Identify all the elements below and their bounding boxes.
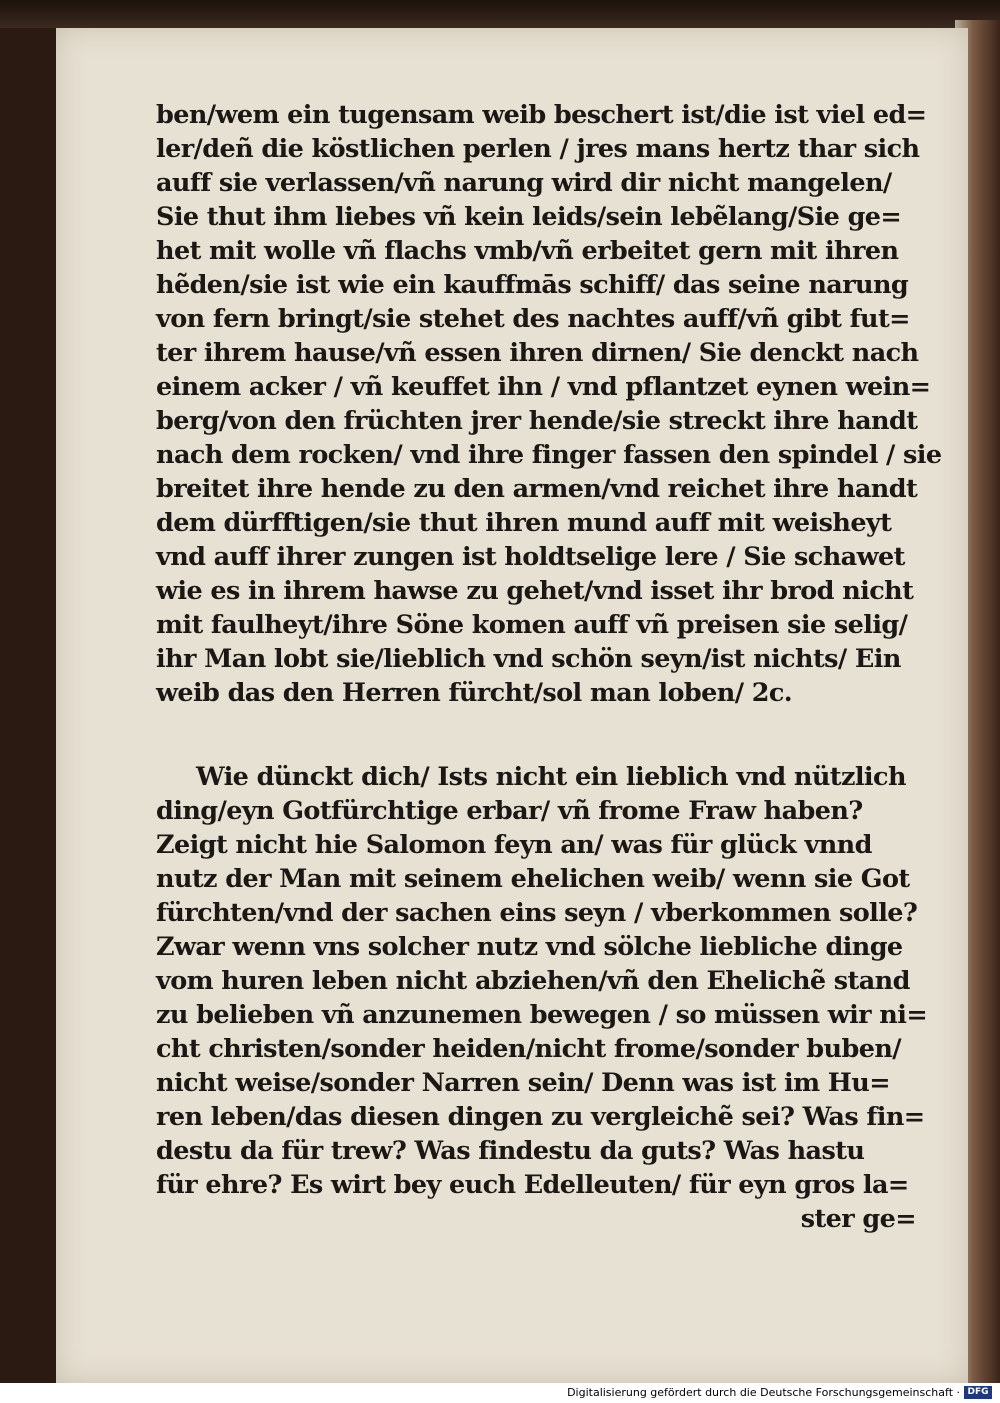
text-line: ben/wem ein tugensam weib beschert ist/die ist viel ed= (156, 100, 927, 130)
text-line: Sie thut ihm liebes vñ kein leids/sein lebẽlang/Sie ge= (156, 202, 902, 232)
text-line: vnd auff ihrer zungen ist holdtselige lere / Sie schawet (156, 542, 905, 572)
text-line: het mit wolle vñ flachs vmb/vñ erbeitet gern mit ihren (156, 236, 899, 266)
text-line: zu belieben vñ anzunemen bewegen / so müssen wir ni= (156, 1000, 928, 1030)
text-line: hẽden/sie ist wie ein kauffmās schiff/ das seine narung (156, 270, 909, 300)
text-line: von fern bringt/sie stehet des nachtes auff/vñ gibt fut= (156, 304, 910, 334)
text-line: weib das den Herren fürcht/sol man loben/ 2c. (156, 678, 793, 708)
book-top-edge (0, 0, 1000, 28)
text-line: breitet ihre hende zu den armen/vnd reichet ihre handt (156, 474, 918, 504)
text-line: nicht weise/sonder Narren sein/ Denn was ist im Hu= (156, 1068, 890, 1098)
text-line: ihr Man lobt sie/lieblich vnd schön seyn/ist nichts/ Ein (156, 644, 901, 674)
text-line: vom huren leben nicht abziehen/vñ den Ehelichẽ stand (156, 966, 910, 996)
text-line: berg/von den früchten jrer hende/sie streckt ihre handt (156, 406, 918, 436)
footer-credit: Digitalisierung gefördert durch die Deutsche Forschungsgemeinschaft · (567, 1386, 960, 1399)
text-line: nutz der Man mit seinem ehelichen weib/ wenn sie Got (156, 864, 910, 894)
text-line: fürchten/vnd der sachen eins seyn / vberkommen solle? (156, 898, 918, 928)
text-line: auff sie verlassen/vñ narung wird dir nicht mangelen/ (156, 168, 892, 198)
catchword: ster ge= (800, 1204, 916, 1234)
text-line: wie es in ihrem hawse zu gehet/vnd isset ihr brod nicht (156, 576, 914, 606)
text-line: ler/deñ die köstlichen perlen / jres mans hertz thar sich (156, 134, 920, 164)
text-line: dem dürfftigen/sie thut ihren mund auff mit weisheyt (156, 508, 892, 538)
text-line: mit faulheyt/ihre Söne komen auff vñ preisen sie selig/ (156, 610, 908, 640)
digitization-footer (0, 1383, 1000, 1403)
text-line: für ehre? Es wirt bey euch Edelleuten/ für eyn gros la= (156, 1170, 909, 1200)
text-line: ren leben/das diesen dingen zu vergleichẽ sei? Was fin= (156, 1102, 925, 1132)
dfg-logo-icon: DFG (964, 1386, 992, 1399)
text-line: Zwar wenn vns solcher nutz vnd sölche liebliche dinge (156, 932, 903, 962)
text-line: ter ihrem hause/vñ essen ihren dirnen/ Sie denckt nach (156, 338, 919, 368)
text-line: cht christen/sonder heiden/nicht frome/sonder buben/ (156, 1034, 901, 1064)
text-line: nach dem rocken/ vnd ihre finger fassen den spindel / sie (156, 440, 942, 470)
text-line: Zeigt nicht hie Salomon feyn an/ was für glück vnnd (156, 830, 872, 860)
page-text (156, 98, 956, 1236)
text-line: destu da für trew? Was findestu da guts? Was hastu (156, 1136, 865, 1166)
text-line: ding/eyn Gotfürchtige erbar/ vñ frome Fraw haben? (156, 796, 863, 826)
paragraph-gap (156, 710, 956, 760)
text-line: Wie dünckt dich/ Ists nicht ein lieblich vnd nützlich (196, 762, 906, 792)
text-line: einem acker / vñ keuffet ihn / vnd pflantzet eynen wein= (156, 372, 931, 402)
